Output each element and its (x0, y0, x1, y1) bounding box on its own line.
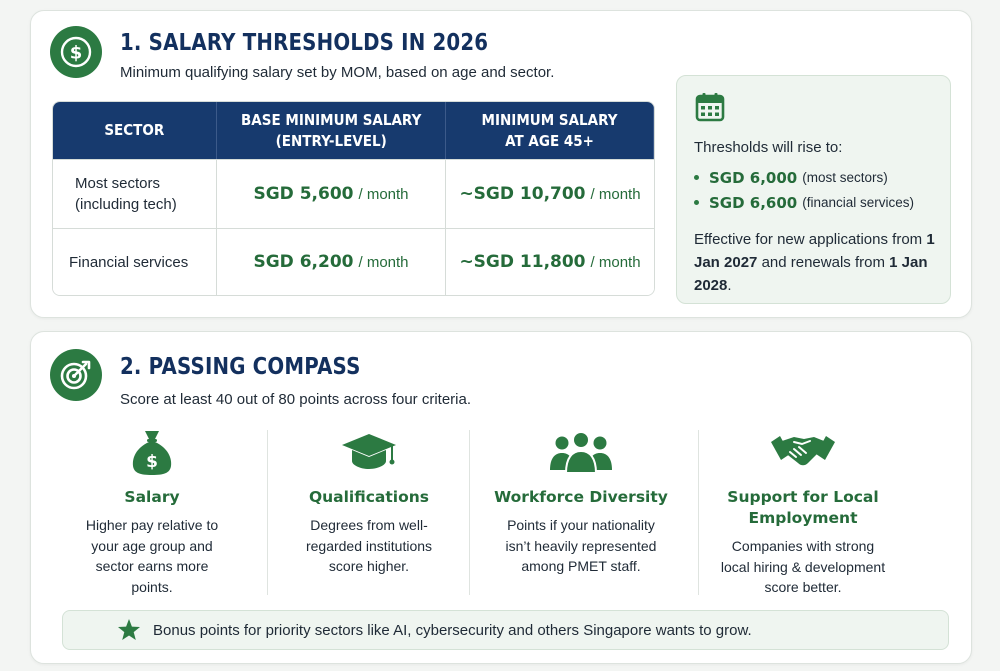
table-cell-base: SGD 6,200 / month (217, 228, 446, 295)
people-icon (471, 428, 691, 476)
dollar-icon (50, 26, 102, 78)
table-cell-sector: Most sectors (including tech) (53, 159, 217, 228)
table-header-sector: SECTOR (53, 102, 217, 159)
criterion-name: Salary (124, 488, 180, 506)
criterion-desc: Points if your nationality isn’t heavily represented among PMET staff. (505, 517, 657, 574)
criterion-desc: Companies with strong local hiring & development score better. (720, 538, 886, 595)
criterion-name: Qualifications (308, 488, 430, 506)
list-item: SGD 6,000 (most sectors) (694, 165, 914, 190)
bonus-text: Bonus points for priority sectors like AI, cybersecurity and others Singapore wants to grow. (153, 621, 752, 639)
list-item: SGD 6,600 (financial services) (694, 190, 914, 215)
criterion-qualifications (269, 428, 469, 598)
criterion-desc: Higher pay relative to your age group and sector earns more points. (85, 517, 219, 595)
svg-text:$: $ (146, 452, 158, 472)
info-lead: Thresholds will rise to: (694, 139, 843, 156)
section-subtitle: Score at least 40 out of 80 points across four criteria. (120, 391, 472, 408)
criterion-local-employment (701, 428, 905, 598)
salary-thresholds-card (30, 10, 972, 318)
criterion-name: Support for Local Employment (727, 488, 879, 527)
table-header-base: BASE MINIMUM SALARY (ENTRY-LEVEL) (217, 102, 446, 159)
table-cell-base: SGD 5,600 / month (217, 159, 446, 228)
money-bag-icon (52, 428, 252, 476)
handshake-icon (701, 428, 905, 476)
threshold-rise-panel (676, 75, 951, 304)
criterion-salary (52, 428, 252, 598)
table-cell-age45: ~SGD 11,800 / month (446, 228, 654, 295)
table-cell-age45: ~SGD 10,700 / month (446, 159, 654, 228)
bonus-note (62, 610, 949, 650)
salary-table (52, 101, 655, 296)
svg-text:$: $ (69, 42, 83, 64)
graduation-cap-icon (269, 428, 469, 476)
section-subtitle: Minimum qualifying salary set by MOM, based on age and sector. (120, 64, 555, 81)
table-header-age45: MINIMUM SALARY AT AGE 45+ (446, 102, 654, 159)
section-title: 1. SALARY THRESHOLDS IN 2026 (120, 30, 489, 56)
table-cell-sector: Financial services (53, 228, 217, 295)
criterion-name: Workforce Diversity (494, 488, 668, 506)
section-title: 2. PASSING COMPASS (120, 354, 361, 380)
criterion-workforce-diversity (471, 428, 691, 598)
threshold-list (694, 165, 914, 215)
star-icon (117, 618, 141, 642)
effective-date-note: Effective for new applications from 1 Jan 2027 and renewals from 1 Jan 2028. (694, 231, 935, 294)
criterion-desc: Degrees from well- regarded institutions score higher. (305, 517, 433, 574)
target-icon (50, 349, 102, 401)
calendar-icon (694, 91, 726, 128)
passing-compass-card (30, 331, 972, 664)
